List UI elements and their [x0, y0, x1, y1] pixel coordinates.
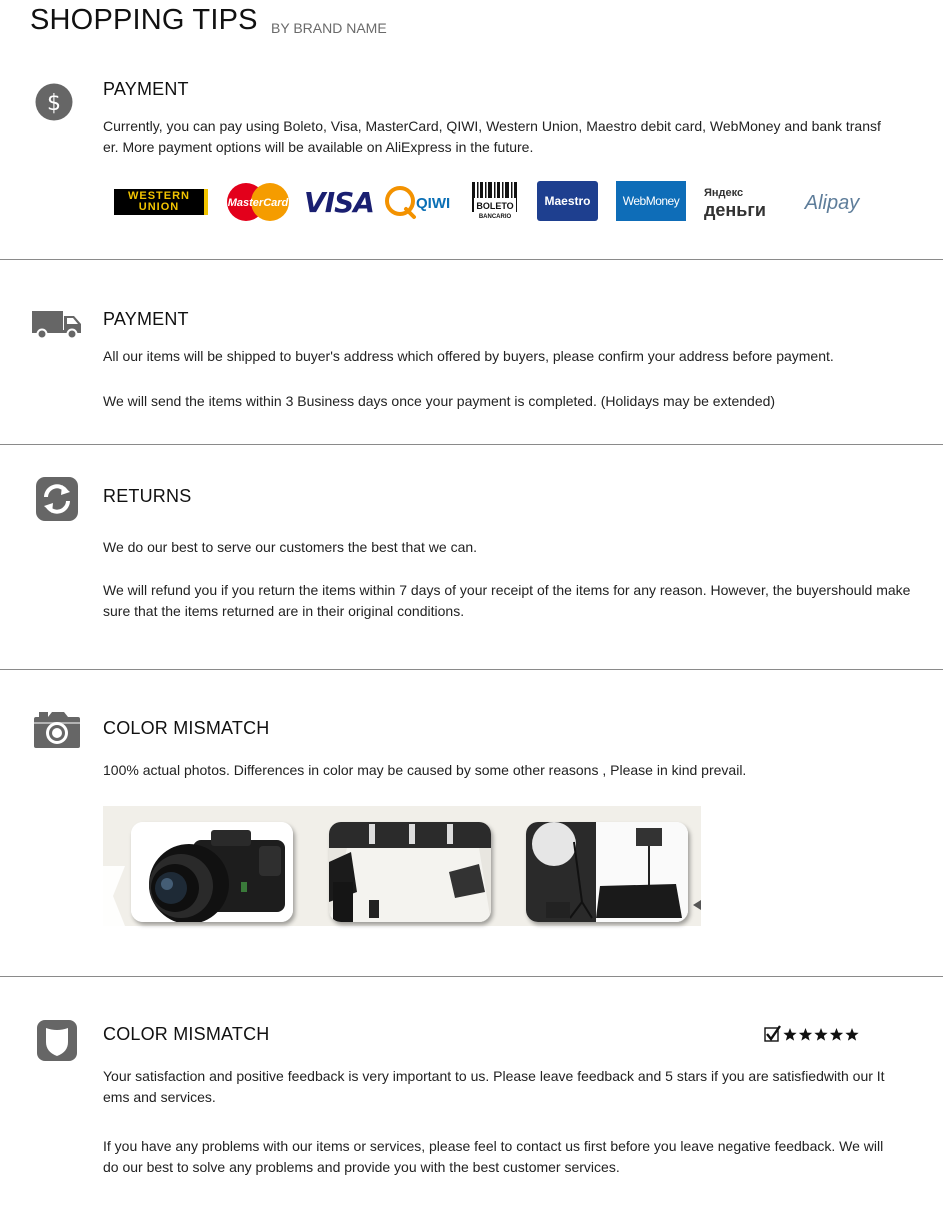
section-title-color-mismatch: COLOR MISMATCH	[103, 718, 270, 738]
shipping-time-note: We will send the items within 3 Business days once your payment is completed. (Holidays may be extended)	[103, 393, 776, 409]
page-title: SHOPPING TIPS	[30, 4, 258, 36]
maestro-logo: Maestro	[537, 181, 598, 221]
yandex-money-logo: Яндекс деньги	[704, 186, 766, 220]
svg-text:MasterCard: MasterCard	[227, 197, 289, 209]
svg-text:$: $	[47, 91, 61, 116]
camera-icon	[34, 712, 80, 748]
svg-text:BOLETO: BOLETO	[476, 201, 514, 211]
section-title-shipping: PAYMENT	[103, 309, 189, 329]
camera-photo	[131, 822, 293, 922]
payment-description: Currently, you can pay using Boleto, Visa, MasterCard, QIWI, Western Union, Maestro debit card, WebMoney and bank transf er. More payment options will be available on AliExpress in the future.	[103, 118, 881, 155]
western-union-logo: WESTERN UNION	[114, 189, 208, 215]
color-mismatch-note: 100% actual photos. Differences in color may be caused by some other reasons , Please in kind prevail.	[103, 762, 747, 778]
section-title-payment: PAYMENT	[103, 79, 189, 99]
alipay-logo: Alipay	[804, 191, 860, 214]
feedback-request: Your satisfaction and positive feedback is very important to us. Please leave feedback and 5 stars if you are satisfiedwith our It ems and services.	[103, 1068, 885, 1105]
strip-arrow-icon	[693, 900, 701, 910]
refresh-icon	[36, 477, 78, 521]
star-icon	[845, 1028, 858, 1041]
star-icon	[814, 1028, 827, 1041]
photo-strip	[103, 806, 701, 926]
webmoney-logo: WebMoney	[616, 181, 686, 221]
svg-text:BANCARIO: BANCARIO	[478, 214, 512, 220]
feedback-contact-note: If you have any problems with our items or services, please feel to contact us first before you leave negative feedback. We will do our best to solve any problems and provide you with the best customer services.	[103, 1138, 884, 1175]
mastercard-logo	[226, 182, 290, 222]
star-icon	[783, 1028, 796, 1041]
section-divider	[0, 259, 943, 260]
star-icon	[830, 1028, 843, 1041]
section-divider	[0, 976, 943, 977]
boleto-logo	[470, 180, 520, 226]
star-icon	[799, 1028, 812, 1041]
visa-logo: VISA	[304, 185, 374, 219]
section-divider	[0, 669, 943, 670]
five-star-rating	[764, 1025, 862, 1045]
dollar-icon	[35, 83, 73, 121]
shield-icon	[37, 1020, 77, 1061]
studio-photo	[329, 822, 491, 922]
qiwi-logo	[384, 182, 458, 222]
section-title-returns: RETURNS	[103, 486, 192, 506]
studio-equipment-photo	[526, 822, 688, 922]
section-title-feedback: COLOR MISMATCH	[103, 1024, 270, 1044]
returns-service-note: We do our best to serve our customers the best that we can.	[103, 539, 478, 555]
brand-byline: BY BRAND NAME	[271, 20, 387, 36]
svg-text:QIWI: QIWI	[416, 195, 451, 212]
truck-icon	[31, 309, 83, 339]
section-divider	[0, 444, 943, 445]
returns-refund-policy: We will refund you if you return the items within 7 days of your receipt of the items for any reason. However, the buyershould make sure that the items returned are in their original conditions.	[103, 582, 911, 619]
shipping-address-note: All our items will be shipped to buyer's address which offered by buyers, please confirm your address before payment.	[103, 348, 834, 364]
strip-ribbon-left	[103, 866, 131, 926]
